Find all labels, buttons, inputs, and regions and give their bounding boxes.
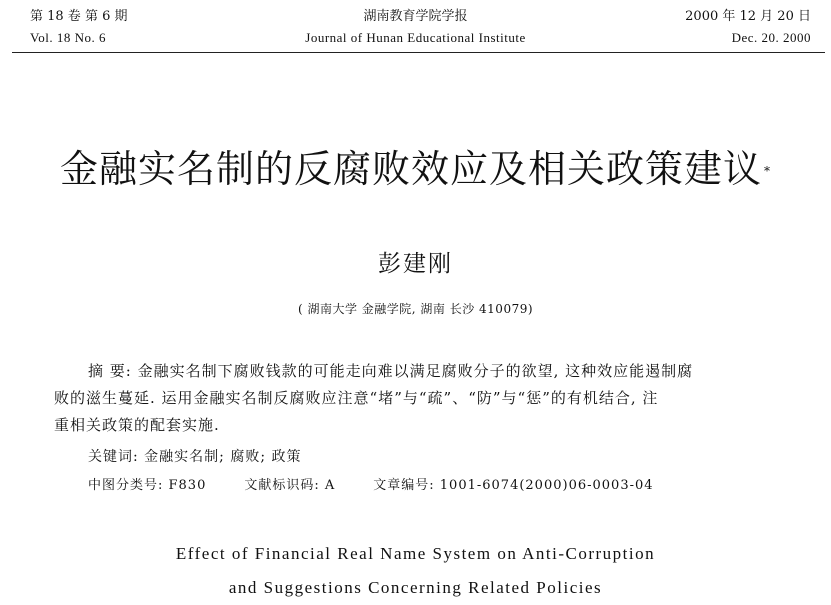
article-title-text: 金融实名制的反腐败效应及相关政策建议 bbox=[59, 147, 762, 191]
author-affiliation: ( 湖南大学 金融学院, 湖南 长沙 410079) bbox=[297, 302, 534, 316]
clc-number: 中图分类号: F830 bbox=[88, 478, 207, 493]
classification-line bbox=[88, 475, 654, 497]
keywords: 关键词: 金融实名制; 腐败; 政策 bbox=[88, 449, 302, 465]
volume-issue-cn: 第 18 卷 第 6 期 bbox=[30, 9, 128, 24]
journal-name-en: Journal of Hunan Educational Institute bbox=[305, 30, 526, 45]
author-name: 彭建刚 bbox=[378, 251, 453, 277]
english-title-line: and Suggestions Concerning Related Policies bbox=[228, 578, 603, 597]
english-title bbox=[0, 537, 831, 605]
header-divider bbox=[12, 52, 825, 53]
publication-date-en: Dec. 20. 2000 bbox=[731, 30, 811, 45]
title-footnote-mark: * bbox=[764, 164, 771, 178]
english-title-line: Effect of Financial Real Name System on Anti-Corruption bbox=[175, 544, 656, 563]
publication-date-cn: 2000 年 12 月 20 日 bbox=[685, 9, 811, 24]
abstract-line: 败的滋生蔓延. 运用金融实名制反腐败应注意“堵”与“疏”、“防”与“惩”的有机结合, 注 bbox=[54, 389, 659, 407]
abstract-line: 重相关政策的配套实施. bbox=[54, 416, 220, 434]
document-code: 文献标识码: A bbox=[244, 478, 336, 493]
article-title bbox=[0, 143, 831, 195]
abstract-line: 摘 要: 金融实名制下腐败钱款的可能走向难以满足腐败分子的欲望, 这种效应能遏制腐 bbox=[88, 362, 694, 380]
abstract bbox=[54, 358, 806, 439]
publication-date bbox=[685, 6, 811, 48]
journal-name-cn: 湖南教育学院学报 bbox=[363, 9, 468, 24]
volume-issue-en: Vol. 18 No. 6 bbox=[30, 30, 106, 45]
article-number: 文章编号: 1001-6074(2000)06-0003-04 bbox=[373, 478, 654, 493]
journal-header bbox=[0, 6, 831, 50]
